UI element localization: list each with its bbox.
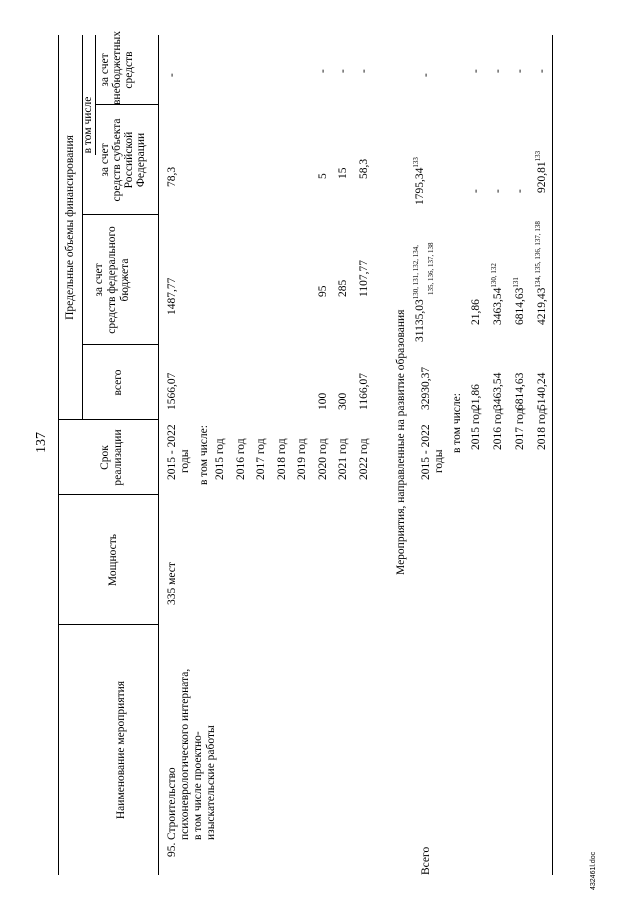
- summary-year-extra: -: [470, 69, 482, 73]
- summary-year-extra: -: [492, 69, 504, 73]
- header-subject-line1: за счет: [99, 143, 111, 177]
- summary-extra: -: [420, 73, 432, 77]
- item-name-line1: Строительство: [166, 767, 178, 840]
- item-year-subject: 58,3: [357, 158, 370, 179]
- summary-subject-sup: 133: [412, 157, 421, 168]
- header-including: в том числе: [82, 96, 94, 154]
- item-year-year: 2020 год: [316, 438, 329, 480]
- summary-year: 2018 год: [536, 408, 548, 450]
- item-name-line3: в том числе проектно-: [192, 731, 204, 840]
- page-number: 137: [34, 432, 49, 453]
- item-year-subject: 15: [337, 167, 349, 179]
- summary-year-federal-cell: [470, 299, 483, 325]
- summary-year: 2015 год: [470, 408, 482, 450]
- header-total: всего: [112, 369, 124, 396]
- summary-year-federal-sup: 134, 135, 136, 137, 138: [534, 221, 543, 288]
- header-extra-line1: за счет: [99, 53, 111, 87]
- item-year-extra: -: [316, 69, 329, 73]
- item-year-subject: 5: [316, 173, 329, 179]
- summary-year-federal-sup: 130, 132: [490, 263, 499, 288]
- item-year-year: 2017 год: [255, 438, 267, 480]
- summary-year-federal-cell: [536, 221, 549, 325]
- footer-code: 432461l.doc: [590, 851, 597, 890]
- item-year-total: 300: [337, 392, 349, 410]
- summary-year-subject: -: [492, 189, 504, 193]
- summary-including-label: в том числе:: [451, 393, 463, 453]
- summary-subject-cell: [414, 157, 427, 205]
- summary-year-total: 21,86: [470, 384, 482, 410]
- item-year-extra: -: [357, 69, 370, 73]
- item-year-year: 2019 год: [296, 438, 308, 480]
- header-subject-line2: средств субъекта: [111, 118, 123, 202]
- summary-year-federal: 4219,43: [536, 287, 548, 325]
- summary-year-federal-cell: [492, 263, 505, 325]
- summary-year-extra: -: [514, 69, 526, 73]
- summary-subject: 1795,34: [414, 167, 426, 205]
- item-subject: 78,3: [166, 166, 178, 187]
- summary-year-extra: -: [536, 69, 548, 73]
- header-period-line1: Срок: [99, 445, 111, 470]
- header-financing: Предельные объемы финансирования: [64, 135, 76, 320]
- item-year-federal: 285: [337, 279, 349, 297]
- summary-year-subject-cell: [514, 189, 527, 193]
- summary-year-subject-cell: [470, 189, 483, 193]
- summary-federal: 31135,03: [414, 299, 426, 342]
- summary-year-total: 5140,24: [536, 372, 548, 410]
- summary-year-subject: -: [470, 189, 482, 193]
- summary-year-federal: 6814,63: [514, 287, 526, 325]
- summary-federal-sup2: 135, 136, 137, 138: [427, 242, 435, 295]
- item-name-line2: психоневрологического интерната,: [179, 668, 191, 840]
- header-period-line2: реализации: [112, 429, 124, 486]
- summary-year-subject-cell: [536, 151, 549, 193]
- table-header-bottom-rule: [158, 35, 159, 875]
- item-total: 1566,07: [166, 372, 178, 410]
- summary-year-subject-cell: [492, 189, 505, 193]
- summary-label: Всего: [420, 846, 432, 875]
- summary-federal-cell: [414, 245, 427, 342]
- item-year-year: 2016 год: [234, 438, 247, 480]
- summary-year-total: 6814,63: [514, 372, 526, 410]
- item-period-line2: годы: [179, 449, 191, 473]
- header-subject-line3: Российской: [123, 131, 135, 189]
- item-including-label: в том числе:: [198, 425, 210, 485]
- section-title: Мероприятия, направленные на развитие образования: [395, 309, 407, 575]
- summary-year-federal: 21,86: [470, 299, 482, 325]
- item-year-federal: 1107,77: [357, 260, 370, 297]
- item-capacity: 335 мест: [166, 562, 178, 605]
- item-period-line1: 2015 - 2022: [166, 424, 178, 480]
- header-subject-line4: Федерации: [135, 132, 147, 188]
- summary-year-subject-sup: 133: [534, 150, 543, 162]
- header-federal-line1: за счет: [93, 263, 105, 297]
- item-year-total: 1166,07: [357, 373, 370, 410]
- summary-year-federal-cell: [514, 277, 527, 325]
- summary-year: 2016 год: [492, 408, 504, 450]
- item-year-extra: -: [337, 69, 349, 73]
- item-year-year: 2021 год: [337, 438, 349, 480]
- table-top-rule: [58, 35, 59, 875]
- item-number: 95.: [166, 842, 178, 857]
- summary-federal-sup1: 130, 131, 132, 134,: [412, 245, 421, 300]
- item-year-year: 2022 год: [357, 438, 370, 480]
- item-year-year: 2015 год: [214, 438, 226, 480]
- summary-period-line1: 2015 - 2022: [420, 424, 432, 480]
- table-bottom-rule: [552, 35, 553, 875]
- summary-year-federal: 3463,54: [492, 287, 504, 325]
- item-federal: 1487,77: [166, 277, 178, 315]
- including-header-rule: [95, 35, 96, 155]
- item-name-line4: изыскательские работы: [205, 725, 217, 840]
- header-extra-line2: внебюджетных: [111, 31, 123, 105]
- header-capacity: Мощность: [107, 533, 119, 587]
- summary-total: 32930,37: [420, 366, 432, 410]
- item-extra: -: [166, 73, 178, 77]
- header-federal-line2: средств федерального: [106, 226, 118, 334]
- header-federal-line3: бюджета: [119, 258, 131, 302]
- summary-year-subject: 920,81: [536, 161, 548, 193]
- summary-year: 2017 год: [514, 408, 526, 450]
- header-extra-line3: средств: [123, 51, 135, 89]
- summary-year-federal-sup: 131: [512, 277, 521, 288]
- item-year-total: 100: [316, 392, 329, 410]
- summary-period-line2: годы: [433, 449, 445, 473]
- item-year-year: 2018 год: [275, 438, 288, 480]
- summary-year-subject: -: [514, 189, 526, 193]
- header-name: Наименование мероприятия: [115, 680, 127, 820]
- summary-year-total: 3463,54: [492, 372, 504, 410]
- item-year-federal: 95: [316, 285, 329, 297]
